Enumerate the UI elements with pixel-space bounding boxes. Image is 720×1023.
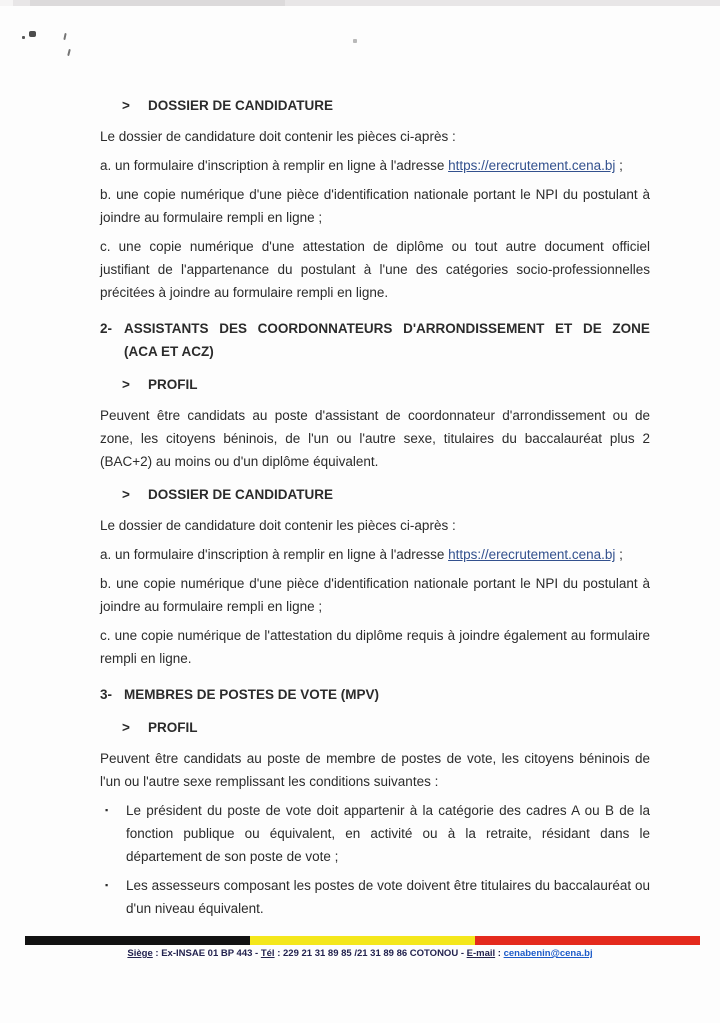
text-segment: ; (615, 158, 623, 173)
section-heading (100, 317, 650, 363)
text-segment: : (495, 948, 504, 959)
subheading-label: PROFIL (148, 377, 198, 392)
list-item (100, 799, 650, 868)
flag-segment-black (25, 936, 250, 945)
heading-word: ZONE (612, 321, 650, 336)
heading-word: ASSISTANTS (124, 321, 209, 336)
footer-line (0, 948, 720, 959)
scan-speckle (22, 36, 25, 39)
text-segment: E-mail (466, 948, 496, 959)
paragraph (100, 514, 650, 537)
text-segment: Les assesseurs composant les postes de vote doivent être titulaires du baccalauréat ou d'un niveau équivalent. (126, 878, 650, 916)
scan-speckle (353, 39, 357, 43)
paragraph (100, 624, 650, 670)
arrow-bullet-icon: > (122, 377, 130, 392)
heading-word: ET (555, 321, 573, 336)
subheading-label: PROFIL (148, 720, 198, 735)
section-heading (100, 683, 650, 706)
text-segment: a. un formulaire d'inscription à remplir en ligne à l'adresse (100, 158, 449, 173)
hyperlink[interactable]: https://erecrutement.cena.bj (448, 158, 616, 173)
scan-speckle (29, 31, 36, 37)
paragraph (100, 154, 650, 177)
heading-line: (ACA ET ACZ) (124, 344, 214, 359)
text-segment: Peuvent être candidats au poste d'assistant de coordonnateur d'arrondissement ou de zone, les citoyens béninois, de l'un ou l'autre sexe, titulaires du baccalauréat plus 2 (BAC+2) au moins ou d'un diplôme équivalent. (100, 408, 650, 469)
section-subheading (100, 94, 650, 117)
text-segment: Tél (260, 948, 275, 959)
flag-segment-yellow (250, 936, 475, 945)
section-number: 2- (100, 321, 113, 336)
text-segment: Le président du poste de vote doit appartenir à la catégorie des cadres A ou B de la fonction publique ou équivalent, en activité ou à la retraite, résidant dans le département de son poste de vote ; (126, 803, 650, 864)
paragraph (100, 235, 650, 304)
section-subheading (100, 716, 650, 739)
section-subheading (100, 373, 650, 396)
text-segment: Le dossier de candidature doit contenir les pièces ci-après : (100, 129, 456, 144)
section-subheading (100, 483, 650, 506)
text-segment: c. une copie numérique de l'attestation du diplôme requis à joindre également au formulaire rempli en ligne. (100, 628, 650, 666)
document-body (100, 84, 650, 926)
hyperlink[interactable]: https://erecrutement.cena.bj (448, 547, 616, 562)
scan-speckle (67, 49, 71, 56)
paragraph (100, 125, 650, 148)
paragraph (100, 747, 650, 793)
heading-word: DE (582, 321, 602, 336)
paragraph (100, 572, 650, 618)
subheading-label: DOSSIER DE CANDIDATURE (148, 98, 334, 113)
heading-word: COORDONNATEURS (257, 321, 393, 336)
text-segment: a. un formulaire d'inscription à remplir en ligne à l'adresse (100, 547, 449, 562)
scan-edge-strip-notch (0, 0, 13, 6)
paragraph (100, 543, 650, 566)
benin-flag-bar (25, 936, 700, 945)
square-bullet-icon: ▪ (105, 805, 109, 815)
text-segment: c. une copie numérique d'une attestation de diplôme ou tout autre document officiel justifiant de l'appartenance du postulant à l'une des catégories socio-professionnelles précitées à joindre au formulaire rempli en ligne. (100, 239, 650, 300)
scan-speckle (63, 33, 66, 40)
section-number: 3- (100, 687, 113, 702)
subheading-label: DOSSIER DE CANDIDATURE (148, 487, 334, 502)
square-bullet-icon: ▪ (105, 880, 109, 890)
paragraph (100, 183, 650, 229)
heading-line (124, 317, 650, 340)
text-segment: : Ex-INSAE 01 BP 443 - (152, 948, 261, 959)
arrow-bullet-icon: > (122, 98, 130, 113)
section-title (124, 317, 650, 363)
scan-edge-strip-shade (30, 0, 285, 6)
arrow-bullet-icon: > (122, 487, 130, 502)
flag-segment-red (475, 936, 700, 945)
paragraph (100, 404, 650, 473)
heading-word: D'ARRONDISSEMENT (403, 321, 545, 336)
text-segment: : 229 21 31 89 85 /21 31 89 86 COTONOU - (274, 948, 467, 959)
text-segment: Siège (127, 948, 153, 959)
list-item-text (126, 874, 650, 920)
section-title (124, 683, 650, 706)
list-item (100, 874, 650, 920)
heading-line: MEMBRES DE POSTES DE VOTE (MPV) (124, 687, 380, 702)
heading-word: DES (219, 321, 247, 336)
text-segment: Le dossier de candidature doit contenir les pièces ci-après : (100, 518, 456, 533)
list-item-text (126, 799, 650, 868)
text-segment: Peuvent être candidats au poste de membre de postes de vote, les citoyens béninois de l'un ou l'autre sexe remplissant les conditions suivantes : (100, 751, 650, 789)
text-segment: ; (615, 547, 623, 562)
text-segment: b. une copie numérique d'une pièce d'identification nationale portant le NPI du postulant à joindre au formulaire rempli en ligne ; (100, 187, 650, 225)
hyperlink[interactable]: cenabenin@cena.bj (503, 948, 593, 959)
text-segment: b. une copie numérique d'une pièce d'identification nationale portant le NPI du postulant à joindre au formulaire rempli en ligne ; (100, 576, 650, 614)
arrow-bullet-icon: > (122, 720, 130, 735)
